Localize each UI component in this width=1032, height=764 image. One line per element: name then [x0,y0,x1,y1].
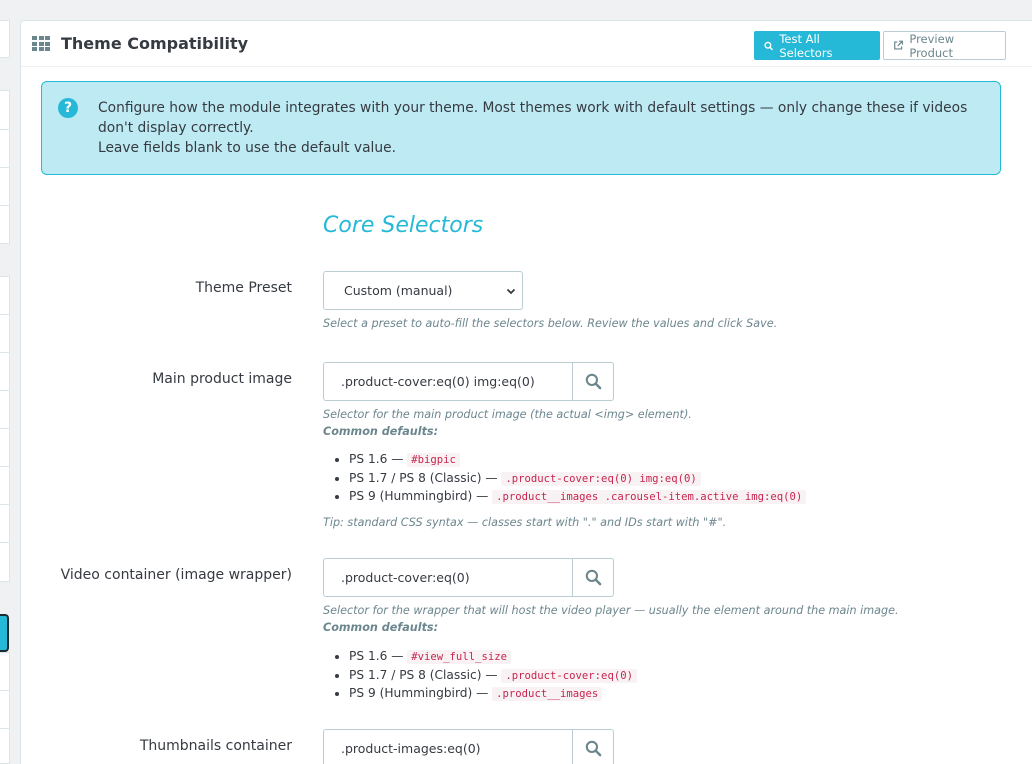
video-container-defaults-list [349,647,637,703]
main-image-help-text: Selector for the main product image (the actual <img> element). [323,408,692,421]
info-alert [41,81,1001,175]
main-image-label: Main product image [152,371,292,387]
list-item: • PS 1.6 — #view_full_size [349,647,637,666]
video-container-input[interactable]: .product-cover:eq(0) [323,558,573,597]
search-icon [585,373,602,390]
alert-text [98,98,988,158]
alert-line-2: Leave fields blank to use the default value. [98,140,397,156]
main-image-defaults-title: Common defaults: [323,425,439,438]
search-icon [585,740,602,757]
preview-product-label: Preview Product [909,31,955,60]
chevron-down-icon [506,286,516,296]
theme-compatibility-panel [20,20,1032,764]
thumbnails-container-input[interactable]: .product-images:eq(0) [323,729,573,764]
theme-preset-help: Select a preset to auto-fill the selectors below. Review the values and click Save. [323,317,778,330]
code-snippet: .product-cover:eq(0) img:eq(0) [501,472,700,486]
panel-title: Theme Compatibility [61,34,249,53]
thumbnails-container-input-group [323,729,614,764]
list-item: • PS 9 (Hummingbird) — .product__images .carousel-item.active img:eq(0) [349,487,806,506]
main-image-tip: Tip: standard CSS syntax — classes start with "." and IDs start with "#". [323,516,727,529]
main-image-help [323,406,692,440]
alert-line-1: Configure how the module integrates with your theme. Most themes work with default settings — only change these if videos don't display correctly. [98,100,968,136]
main-image-defaults-list [349,450,806,506]
code-snippet: .product__images .carousel-item.active img:eq(0) [492,490,806,504]
theme-preset-value: Custom (manual) [344,283,453,298]
thumbnails-container-label: Thumbnails container [139,738,292,754]
panel-header [21,21,1032,67]
list-item: • PS 9 (Hummingbird) — .product__images [349,684,637,703]
video-container-defaults-title: Common defaults: [323,621,439,634]
search-icon [585,569,602,586]
grid-icon [32,36,50,51]
code-snippet: .product-cover:eq(0) [501,669,637,683]
section-title: Core Selectors [323,213,484,238]
video-container-test-button[interactable] [573,558,614,597]
main-image-input-group [323,362,614,401]
sidebar-sliver-group-2 [0,276,10,582]
main-image-input[interactable]: .product-cover:eq(0) img:eq(0) [323,362,573,401]
sidebar-item-active[interactable] [0,614,9,652]
video-container-help [323,602,899,636]
code-snippet: #view_full_size [407,650,511,664]
video-container-input-group [323,558,614,597]
theme-preset-label: Theme Preset [195,280,292,296]
list-item: • PS 1.6 — #bigpic [349,450,806,469]
video-container-help-text: Selector for the wrapper that will host the video player — usually the element around the main image. [323,604,899,617]
video-container-label: Video container (image wrapper) [60,567,292,583]
external-link-icon [893,40,903,51]
thumbnails-container-test-button[interactable] [573,729,614,764]
code-snippet: .product__images [492,687,602,701]
theme-preset-select[interactable] [323,271,523,310]
test-all-selectors-button[interactable] [754,31,880,60]
sidebar-sliver-group-1 [0,90,10,244]
sidebar-sliver-bottom [0,652,10,764]
preview-product-button[interactable] [883,31,1006,60]
list-item: • PS 1.7 / PS 8 (Classic) — .product-cover:eq(0) [349,666,637,685]
list-item: • PS 1.7 / PS 8 (Classic) — .product-cover:eq(0) img:eq(0) [349,469,806,488]
code-snippet: #bigpic [407,453,460,467]
test-all-selectors-label: Test All Selectors [779,31,833,60]
question-circle-icon: ? [58,98,78,118]
search-icon [764,41,773,51]
main-image-test-button[interactable] [573,362,614,401]
sidebar-sliver-top [0,20,10,58]
